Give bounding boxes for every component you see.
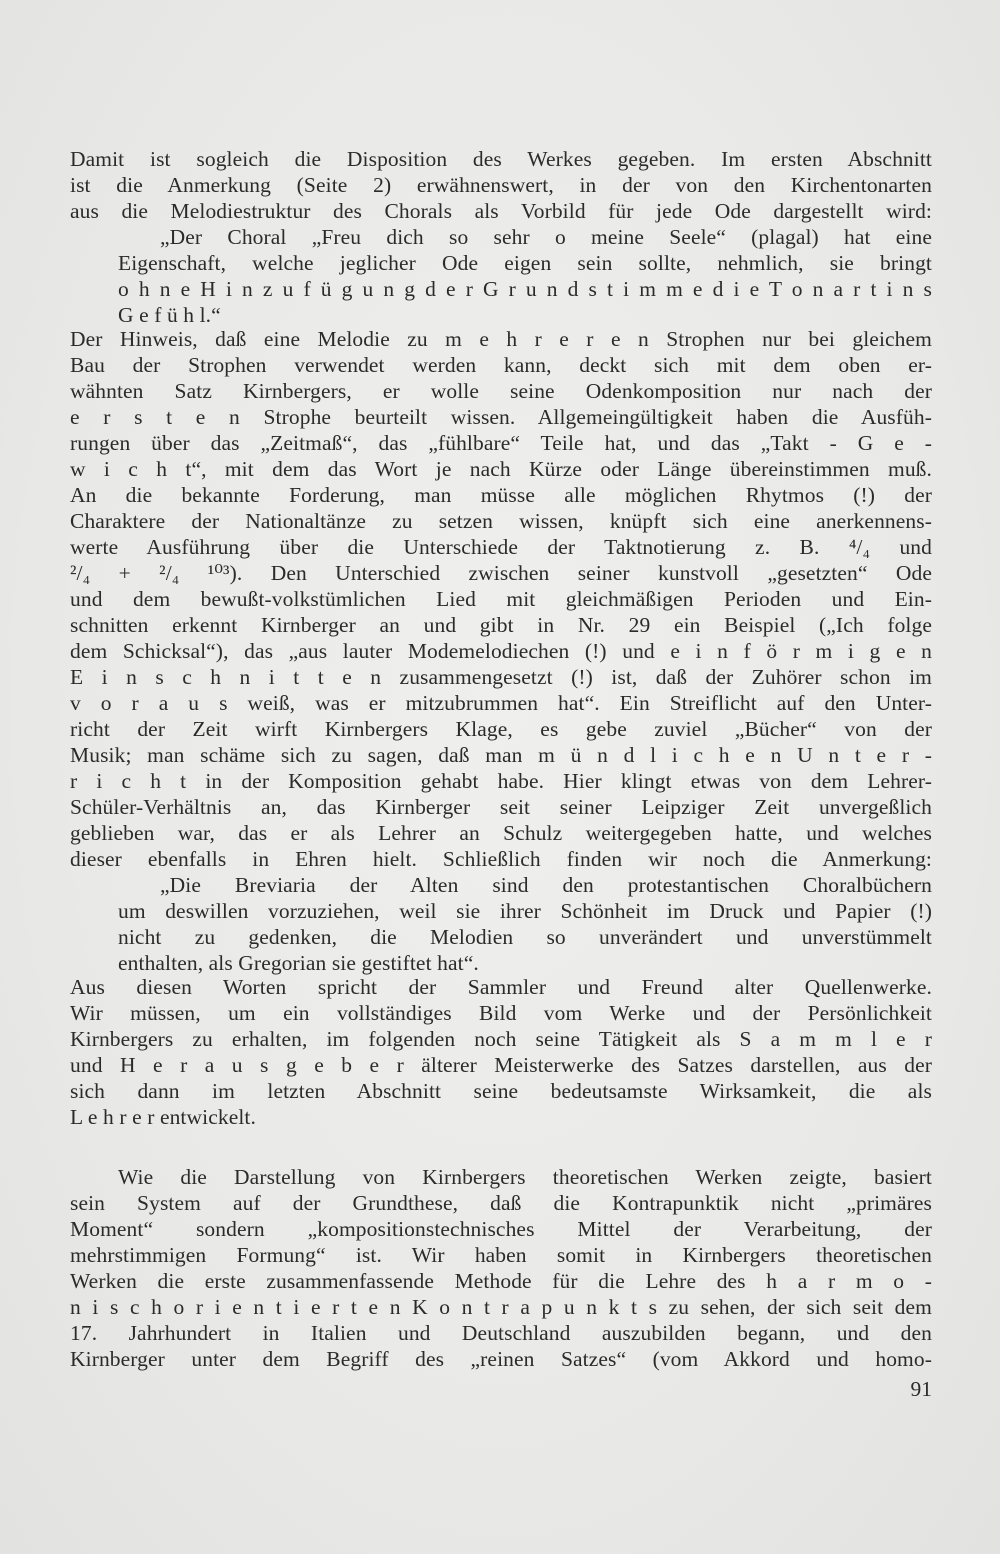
text-line: Der Hinweis, daß eine Melodie zu m e h r e r e n Strophen nur bei gleichem: [70, 327, 932, 351]
text-line: Bau der Strophen verwendet werden kann, deckt sich mit dem oben er-: [70, 353, 932, 377]
text-line: L e h r e r entwickelt.: [70, 1105, 256, 1129]
quote-line: o h n e H i n z u f ü g u n g d e r G r u n d s t i m m e d i e T o n a r t i n s: [118, 277, 932, 301]
text-line: 17. Jahrhundert in Italien und Deutschland auszubilden begann, und den: [70, 1321, 932, 1345]
quote-line: nicht zu gedenken, die Melodien so unverändert und unverstümmelt: [118, 925, 932, 949]
text-line: Wir müssen, um ein vollständiges Bild vom Werke und der Persönlichkeit: [70, 1001, 932, 1025]
text-line: und dem bewußt-volkstümlichen Lied mit gleichmäßigen Perioden und Ein-: [70, 587, 932, 611]
page-number: 91: [910, 1377, 932, 1401]
text-line: mehrstimmigen Formung“ ist. Wir haben somit in Kirnbergers theoretischen: [70, 1243, 932, 1267]
text-line: sich dann im letzten Abschnitt seine bedeutsamste Wirksamkeit, die als: [70, 1079, 932, 1103]
quote-line: enthalten, als Gregorian sie gestiftet hat“.: [118, 951, 479, 975]
text-line: sein System auf der Grundthese, daß die Kontrapunktik nicht „primäres: [70, 1191, 932, 1215]
text-line: richt der Zeit wirft Kirnbergers Klage, es gebe zuviel „Bücher“ von der: [70, 717, 932, 741]
text-line: E i n s c h n i t t e n zusammengesetzt (!) ist, daß der Zuhörer schon im: [70, 665, 932, 689]
quote-line: G e f ü h l.“: [118, 303, 221, 327]
text-line: schnitten erkennt Kirnberger an und gibt in Nr. 29 ein Beispiel („Ich folge: [70, 613, 932, 637]
text-line: e r s t e n Strophe beurteilt wissen. Allgemeingültigkeit haben die Ausfüh-: [70, 405, 932, 429]
quote-line: um deswillen vorzuziehen, weil sie ihrer Schönheit im Druck und Papier (!): [118, 899, 932, 923]
text-line: Charaktere der Nationaltänze zu setzen wissen, knüpft sich eine anerkennens-: [70, 509, 932, 533]
text-line: rungen über das „Zeitmaß“, das „fühlbare“ Teile hat, und das „Takt - G e -: [70, 431, 932, 455]
text-line: dem Schicksal“), das „aus lauter Modemelodiechen (!) und e i n f ö r m i g e n: [70, 639, 932, 663]
text-line: aus die Melodiestruktur des Chorals als Vorbild für jede Ode dargestellt wird:: [70, 199, 932, 223]
text-line: geblieben war, das er als Lehrer an Schulz weitergegeben hatte, und welches: [70, 821, 932, 845]
text-line: w i c h t“, mit dem das Wort je nach Kürze oder Länge übereinstimmen muß.: [70, 457, 932, 481]
text-line: ²/₄ + ²/₄ ¹⁰³). Den Unterschied zwischen seiner kunstvoll „gesetzten“ Ode: [70, 561, 932, 585]
text-line: Damit ist sogleich die Disposition des Werkes gegeben. Im ersten Abschnitt: [70, 147, 932, 171]
text-line: dieser ebenfalls in Ehren hielt. Schließlich finden wir noch die Anmerkung:: [70, 847, 932, 871]
text-line: Wie die Darstellung von Kirnbergers theoretischen Werken zeigte, basiert: [118, 1165, 932, 1189]
text-line: r i c h t in der Komposition gehabt habe. Hier klingt etwas von dem Lehrer-: [70, 769, 932, 793]
text-line: Kirnbergers zu erhalten, im folgenden noch seine Tätigkeit als S a m m l e r: [70, 1027, 932, 1051]
text-line: Aus diesen Worten spricht der Sammler und Freund alter Quellenwerke.: [70, 975, 932, 999]
text-line: und H e r a u s g e b e r älterer Meisterwerke des Satzes darstellen, aus der: [70, 1053, 932, 1077]
text-line: werte Ausführung über die Unterschiede der Taktnotierung z. B. ⁴/₄ und: [70, 535, 932, 559]
text-line: n i s c h o r i e n t i e r t e n K o n t r a p u n k t s zu sehen, der sich seit dem: [70, 1295, 932, 1319]
text-line: wähnten Satz Kirnbergers, er wolle seine Odenkomposition nur nach der: [70, 379, 932, 403]
quote-line: „Der Choral „Freu dich so sehr o meine Seele“ (plagal) hat eine: [160, 225, 932, 249]
text-line: Moment“ sondern „kompositionstechnisches Mittel der Verarbeitung, der: [70, 1217, 932, 1241]
text-line: An die bekannte Forderung, man müsse alle möglichen Rhytmos (!) der: [70, 483, 932, 507]
text-line: Schüler-Verhältnis an, das Kirnberger seit seiner Leipziger Zeit unvergeßlich: [70, 795, 932, 819]
text-line: Musik; man schäme sich zu sagen, daß man m ü n d l i c h e n U n t e r -: [70, 743, 932, 767]
quote-line: „Die Breviaria der Alten sind den protestantischen Choralbüchern: [160, 873, 932, 897]
quote-line: Eigenschaft, welche jeglicher Ode eigen sein sollte, nehmlich, sie bringt: [118, 251, 932, 275]
text-line: v o r a u s weiß, was er mitzubrummen hat“. Ein Streiflicht auf den Unter-: [70, 691, 932, 715]
text-line: Kirnberger unter dem Begriff des „reinen Satzes“ (vom Akkord und homo-: [70, 1347, 932, 1371]
text-line: ist die Anmerkung (Seite 2) erwähnenswert, in der von den Kirchentonarten: [70, 173, 932, 197]
text-line: Werken die erste zusammenfassende Methode für die Lehre des h a r m o -: [70, 1269, 932, 1293]
